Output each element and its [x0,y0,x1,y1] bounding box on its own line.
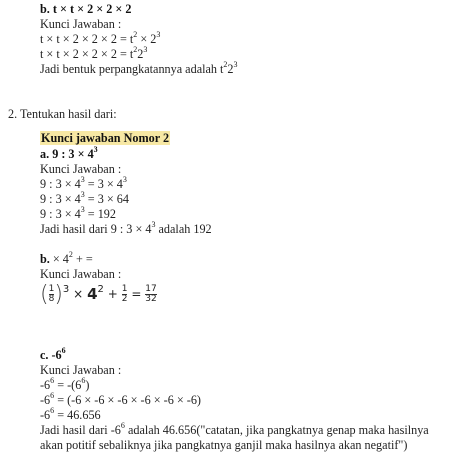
part-a-heading: a. 9 : $3 \times 4^3$ [40,144,98,161]
conclusion-line: Jadi bentuk perpangkatannya adalah $t^22^3$ [40,59,238,76]
answer-line: 9 : $3 \times 4^3 = 3 \times 4^3$ [40,174,127,191]
part-b-heading: b. × $4^2$ + = [40,249,93,266]
conclusion-line: Jadi hasil dari 9 : $3 \times 4^3$ adalah 192 [40,219,212,236]
fraction-one-eighth: $\frac{1}{8}$ [48,284,55,304]
answer-key-label: Kunci Jawaban : [40,267,122,281]
right-paren: ) [54,282,63,307]
answer-key-label: Kunci Jawaban : [40,17,122,31]
answer-key-label: Kunci Jawaban : [40,162,122,176]
answer-line: 9 : $3 \times 4^3 = 192$ [40,204,116,221]
answer-line: $-6^6 = 46.656$ [40,405,101,422]
fraction-result: $\frac{17}{32}$ [145,284,157,304]
left-paren: ( [40,282,49,307]
fraction-one-half: $\frac{1}{2}$ [121,284,128,304]
answer-line: $t \times t \times 2 \times 2 \times 2 = t^22^3$ [40,44,148,61]
part-b-heading: b. t × t × 2 × 2 × 2 [40,2,132,16]
answer-key-title: Kunci jawaban Nomor 2 [41,131,170,145]
answer-line: 9 : $3 \times 4^3 = 3 \times 64$ [40,189,129,206]
answer-line: $-6^6 = (-6 \times -6 \times -6 \times -6 \times -6 \times -6)$ [40,390,201,407]
answer-line: $t \times t \times 2 \times 2 \times 2 = t^2 \times 2^3$ [40,29,161,46]
answer-key-label: Kunci Jawaban : [40,363,122,377]
part-c-heading: c. $-6^6$ [40,345,66,362]
question-text: 2. Tentukan hasil dari: [8,107,117,121]
conclusion-paragraph: Jadi hasil dari $-6^6$ adalah 46.656("catatan, jika pangkatnya genap maka hasilnya akan potitif sebaliknya jika pangkatnya ganjil maka hasilnya akan negatif") [40,420,429,452]
formula-image: ( $\frac{1}{8}$ )$^3 \times 4^2$ + $\frac{1}{2}$ = $\frac{17}{32}$ [40,282,157,307]
answer-line: $-6^6 = -(6^6)$ [40,375,90,392]
